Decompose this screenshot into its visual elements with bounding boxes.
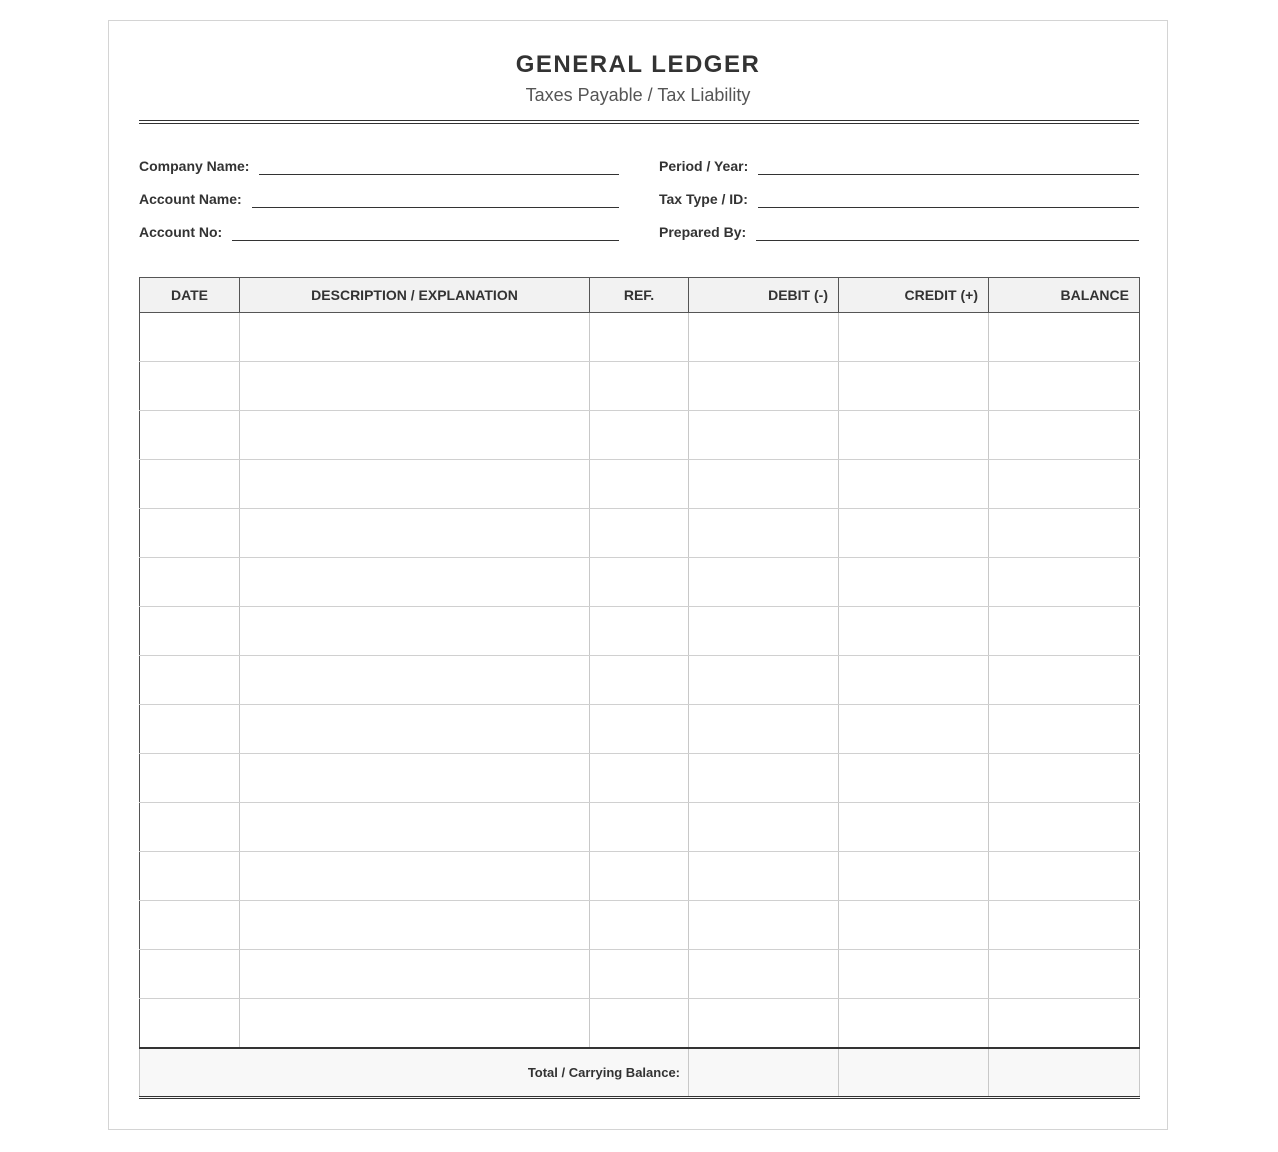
- column-header-date: DATE: [140, 278, 240, 313]
- balance-cell[interactable]: [989, 999, 1140, 1048]
- date-cell[interactable]: [140, 509, 240, 558]
- debit-cell[interactable]: [689, 607, 839, 656]
- period-year-input[interactable]: [758, 173, 1139, 175]
- description-cell[interactable]: [240, 656, 590, 705]
- debit-cell[interactable]: [689, 558, 839, 607]
- prepared-by-field: [659, 221, 1139, 241]
- table-row: [140, 411, 1140, 460]
- table-row: [140, 509, 1140, 558]
- ref-cell[interactable]: [590, 362, 689, 411]
- debit-cell[interactable]: [689, 411, 839, 460]
- balance-cell[interactable]: [989, 558, 1140, 607]
- account-no-label: Account No:: [139, 224, 223, 240]
- date-cell[interactable]: [140, 950, 240, 999]
- page-title: GENERAL LEDGER: [515, 51, 761, 78]
- ref-cell[interactable]: [590, 999, 689, 1048]
- balance-cell[interactable]: [989, 313, 1140, 362]
- period-year-field: [659, 155, 1139, 175]
- table-header-row: [140, 278, 1140, 313]
- table-row: [140, 460, 1140, 509]
- table-row: [140, 558, 1140, 607]
- table-row: [140, 656, 1140, 705]
- date-cell[interactable]: [140, 460, 240, 509]
- column-header-debit: DEBIT (-): [689, 278, 839, 313]
- description-cell[interactable]: [240, 509, 590, 558]
- prepared-by-input[interactable]: [756, 239, 1139, 241]
- date-cell[interactable]: [140, 852, 240, 901]
- credit-cell[interactable]: [839, 754, 989, 803]
- column-header-credit: CREDIT (+): [839, 278, 989, 313]
- prepared-by-label: Prepared By:: [659, 224, 747, 240]
- tax-type-field: [659, 188, 1139, 208]
- credit-cell[interactable]: [839, 803, 989, 852]
- debit-cell[interactable]: [689, 362, 839, 411]
- ledger-sheet: [108, 20, 1168, 1130]
- credit-cell[interactable]: [839, 313, 989, 362]
- ref-cell[interactable]: [590, 803, 689, 852]
- balance-cell[interactable]: [989, 803, 1140, 852]
- total-debit-cell[interactable]: [689, 1048, 839, 1098]
- ref-cell[interactable]: [590, 901, 689, 950]
- tax-type-input[interactable]: [758, 206, 1139, 208]
- ledger-table: [139, 277, 1140, 1099]
- column-header-description: DESCRIPTION / EXPLANATION: [240, 278, 590, 313]
- ref-cell[interactable]: [590, 313, 689, 362]
- debit-cell[interactable]: [689, 950, 839, 999]
- column-header-ref: REF.: [590, 278, 689, 313]
- date-cell[interactable]: [140, 754, 240, 803]
- header-divider: [139, 120, 1139, 124]
- date-cell[interactable]: [140, 803, 240, 852]
- credit-cell[interactable]: [839, 362, 989, 411]
- date-cell[interactable]: [140, 705, 240, 754]
- date-cell[interactable]: [140, 313, 240, 362]
- date-cell[interactable]: [140, 999, 240, 1048]
- debit-cell[interactable]: [689, 999, 839, 1048]
- company-name-input[interactable]: [259, 173, 619, 175]
- date-cell[interactable]: [140, 362, 240, 411]
- description-cell[interactable]: [240, 362, 590, 411]
- balance-cell[interactable]: [989, 460, 1140, 509]
- ref-cell[interactable]: [590, 852, 689, 901]
- balance-cell[interactable]: [989, 362, 1140, 411]
- description-cell[interactable]: [240, 558, 590, 607]
- balance-cell[interactable]: [989, 705, 1140, 754]
- credit-cell[interactable]: [839, 411, 989, 460]
- table-row: [140, 901, 1140, 950]
- ref-cell[interactable]: [590, 705, 689, 754]
- debit-cell[interactable]: [689, 803, 839, 852]
- company-name-field: [139, 155, 619, 175]
- description-cell[interactable]: [240, 411, 590, 460]
- account-no-input[interactable]: [232, 239, 619, 241]
- table-row: [140, 950, 1140, 999]
- balance-cell[interactable]: [989, 411, 1140, 460]
- table-row: [140, 803, 1140, 852]
- description-cell[interactable]: [240, 705, 590, 754]
- account-name-label: Account Name:: [139, 191, 242, 207]
- debit-cell[interactable]: [689, 656, 839, 705]
- description-cell[interactable]: [240, 607, 590, 656]
- account-no-field: [139, 221, 619, 241]
- credit-cell[interactable]: [839, 852, 989, 901]
- description-cell[interactable]: [240, 852, 590, 901]
- table-row: [140, 607, 1140, 656]
- ref-cell[interactable]: [590, 509, 689, 558]
- date-cell[interactable]: [140, 558, 240, 607]
- table-row: [140, 705, 1140, 754]
- date-cell[interactable]: [140, 901, 240, 950]
- company-name-label: Company Name:: [139, 158, 250, 174]
- credit-cell[interactable]: [839, 999, 989, 1048]
- ref-cell[interactable]: [590, 754, 689, 803]
- account-name-input[interactable]: [252, 206, 619, 208]
- debit-cell[interactable]: [689, 901, 839, 950]
- description-cell[interactable]: [240, 901, 590, 950]
- credit-cell[interactable]: [839, 509, 989, 558]
- debit-cell[interactable]: [689, 852, 839, 901]
- page-subtitle: Taxes Payable / Tax Liability: [525, 85, 751, 105]
- credit-cell[interactable]: [839, 558, 989, 607]
- ref-cell[interactable]: [590, 656, 689, 705]
- table-row: [140, 999, 1140, 1048]
- column-header-balance: BALANCE: [989, 278, 1140, 313]
- period-year-label: Period / Year:: [659, 158, 749, 174]
- balance-cell[interactable]: [989, 852, 1140, 901]
- credit-cell[interactable]: [839, 950, 989, 999]
- total-label: Total / Carrying Balance:: [140, 1048, 689, 1098]
- table-row: [140, 852, 1140, 901]
- date-cell[interactable]: [140, 656, 240, 705]
- tax-type-label: Tax Type / ID:: [659, 191, 748, 207]
- debit-cell[interactable]: [689, 754, 839, 803]
- total-row: [140, 1048, 1140, 1098]
- credit-cell[interactable]: [839, 656, 989, 705]
- balance-cell[interactable]: [989, 901, 1140, 950]
- description-cell[interactable]: [240, 803, 590, 852]
- debit-cell[interactable]: [689, 313, 839, 362]
- ref-cell[interactable]: [590, 411, 689, 460]
- table-row: [140, 754, 1140, 803]
- total-balance-cell[interactable]: [989, 1048, 1140, 1098]
- table-row: [140, 313, 1140, 362]
- credit-cell[interactable]: [839, 460, 989, 509]
- balance-cell[interactable]: [989, 509, 1140, 558]
- ref-cell[interactable]: [590, 460, 689, 509]
- table-row: [140, 362, 1140, 411]
- balance-cell[interactable]: [989, 656, 1140, 705]
- balance-cell[interactable]: [989, 607, 1140, 656]
- date-cell[interactable]: [140, 411, 240, 460]
- date-cell[interactable]: [140, 607, 240, 656]
- ref-cell[interactable]: [590, 558, 689, 607]
- account-name-field: [139, 188, 619, 208]
- debit-cell[interactable]: [689, 460, 839, 509]
- debit-cell[interactable]: [689, 705, 839, 754]
- credit-cell[interactable]: [839, 607, 989, 656]
- description-cell[interactable]: [240, 460, 590, 509]
- balance-cell[interactable]: [989, 754, 1140, 803]
- description-cell[interactable]: [240, 950, 590, 999]
- balance-cell[interactable]: [989, 950, 1140, 999]
- credit-cell[interactable]: [839, 901, 989, 950]
- description-cell[interactable]: [240, 754, 590, 803]
- description-cell[interactable]: [240, 999, 590, 1048]
- total-credit-cell[interactable]: [839, 1048, 989, 1098]
- ref-cell[interactable]: [590, 950, 689, 999]
- credit-cell[interactable]: [839, 705, 989, 754]
- ref-cell[interactable]: [590, 607, 689, 656]
- debit-cell[interactable]: [689, 509, 839, 558]
- description-cell[interactable]: [240, 313, 590, 362]
